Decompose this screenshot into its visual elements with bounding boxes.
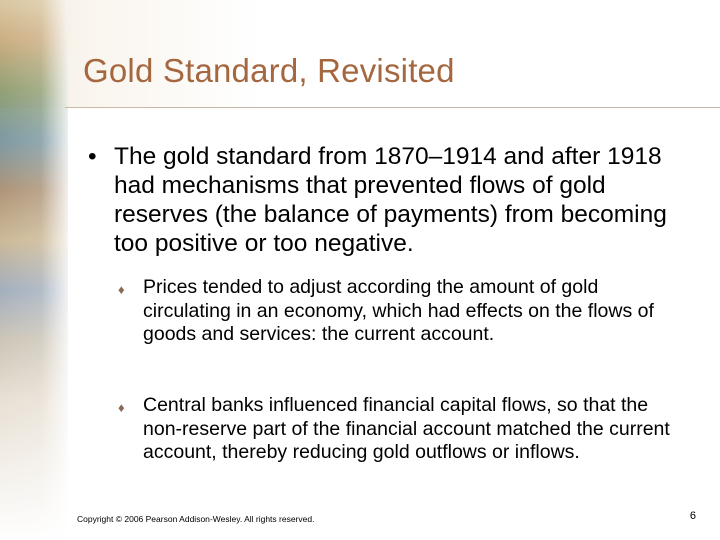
decorative-photo-strip — [0, 0, 68, 540]
title-divider — [65, 107, 720, 108]
diamond-bullet-icon: ♦ — [118, 400, 125, 415]
sub-bullet — [118, 276, 688, 347]
sub-bullet — [118, 394, 688, 465]
diamond-bullet-icon: ♦ — [118, 282, 125, 297]
copyright-footer: Copyright © 2006 Pearson Addison-Wesley. All rights reserved. — [77, 514, 315, 524]
main-bullet-text: The gold standard from 1870–1914 and after 1918 had mechanisms that prevented flows of gold reserves (the balance of payments) from becoming too positive or too negative. — [114, 143, 667, 257]
sub-bullet-text: Central banks influenced financial capital flows, so that the non-reserve part of the financial account matched the current account, thereby reducing gold outflows or inflows. — [143, 394, 670, 463]
main-bullet — [88, 142, 698, 258]
page-number: 6 — [689, 510, 696, 522]
sub-bullet-text: Prices tended to adjust according the amount of gold circulating in an economy, which had effects on the flows of goods and services: the current account. — [143, 276, 654, 345]
bullet-dot-icon: • — [88, 143, 97, 170]
slide-title: Gold Standard, Revisited — [83, 52, 455, 89]
